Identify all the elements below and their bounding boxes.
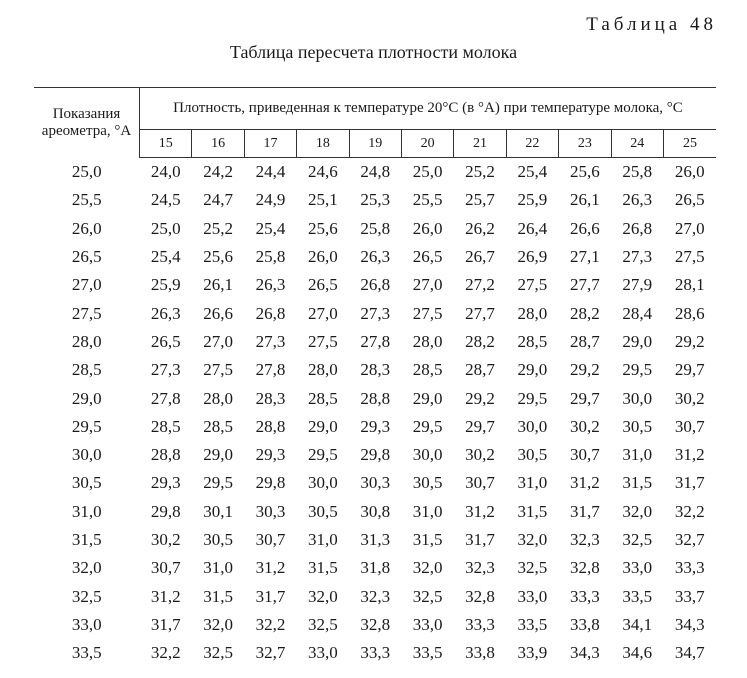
density-cell: 32,0 — [203, 614, 233, 634]
density-cell: 32,2 — [674, 501, 705, 521]
density-cell: 26,1 — [569, 190, 600, 210]
density-cell: 33,9 — [517, 643, 548, 663]
density-cell: 29,7 — [465, 416, 495, 436]
density-cell: 31,5 — [517, 501, 548, 521]
reading-cell: 33,5 — [71, 643, 102, 663]
density-cell: 28,5 — [517, 331, 548, 351]
reading-cell: 28,5 — [71, 360, 102, 380]
density-cell: 26,5 — [150, 331, 181, 351]
density-cell: 26,8 — [255, 303, 286, 323]
density-cell: 30,5 — [412, 473, 443, 493]
density-cell: 27,2 — [465, 275, 495, 295]
density-cell: 28,1 — [674, 275, 705, 295]
density-cell: 33,5 — [517, 614, 548, 634]
density-cell: 32,8 — [360, 614, 391, 634]
density-cell: 32,2 — [255, 614, 286, 634]
density-cell: 26,9 — [517, 247, 548, 267]
density-cell: 27,0 — [307, 303, 338, 323]
density-cell: 26,0 — [674, 162, 705, 182]
table-row — [34, 498, 716, 526]
density-cell: 31,2 — [465, 501, 495, 521]
density-cell: 30,2 — [150, 530, 181, 549]
density-cell: 29,0 — [203, 445, 233, 465]
density-cell: 26,0 — [412, 218, 443, 238]
density-cell: 27,7 — [465, 303, 495, 323]
density-cell: 31,5 — [203, 586, 233, 606]
table-number: Таблица 48 — [586, 14, 717, 35]
density-cell: 25,5 — [412, 190, 443, 210]
density-cell: 33,5 — [622, 586, 653, 606]
temperature-header-cell: 25 — [663, 130, 716, 158]
density-cell: 30,2 — [465, 445, 495, 465]
density-cell: 30,1 — [203, 501, 233, 521]
density-cell: 29,2 — [569, 360, 600, 380]
density-cell: 28,6 — [674, 303, 705, 323]
density-cell: 26,3 — [622, 190, 653, 210]
density-cell: 33,0 — [517, 586, 548, 606]
density-cell: 27,0 — [203, 331, 233, 351]
density-cell: 29,5 — [307, 445, 338, 465]
density-cell: 31,0 — [412, 501, 443, 521]
density-cell: 30,3 — [360, 473, 391, 493]
density-cell: 25,6 — [569, 162, 600, 182]
density-cell: 31,5 — [307, 558, 338, 578]
density-cell: 32,5 — [517, 558, 548, 578]
density-cell: 28,5 — [203, 416, 233, 436]
reading-cell: 30,5 — [71, 473, 102, 493]
temperature-header-cell: 15 — [140, 130, 192, 158]
table-row — [34, 356, 716, 384]
reading-cell: 25,5 — [71, 190, 102, 210]
density-cell: 31,3 — [360, 530, 391, 549]
density-cell: 28,0 — [412, 331, 443, 351]
density-cell: 34,7 — [674, 643, 705, 663]
density-cell: 31,2 — [569, 473, 600, 493]
density-cell: 26,0 — [307, 247, 338, 267]
density-cell: 28,0 — [307, 360, 338, 380]
density-cell: 26,6 — [203, 303, 233, 323]
density-cell: 26,5 — [412, 247, 443, 267]
density-cell: 27,3 — [622, 247, 653, 267]
table-row — [34, 215, 716, 243]
density-cell: 25,2 — [203, 218, 233, 238]
density-cell: 30,7 — [150, 558, 181, 578]
reading-cell: 32,0 — [71, 558, 102, 578]
density-cell: 27,0 — [412, 275, 443, 295]
density-cell: 24,9 — [255, 190, 286, 210]
temperature-header-cell: 16 — [192, 130, 244, 158]
density-cell: 33,8 — [465, 643, 495, 663]
reading-cell: 30,0 — [71, 445, 102, 465]
density-cell: 27,8 — [150, 388, 181, 408]
density-cell: 24,7 — [203, 190, 233, 210]
density-cell: 27,1 — [569, 247, 600, 267]
temperature-header-cell: 18 — [297, 130, 349, 158]
density-cell: 25,0 — [412, 162, 443, 182]
density-cell: 33,3 — [569, 586, 600, 606]
density-cell: 28,7 — [465, 360, 495, 380]
density-cell: 32,5 — [203, 643, 233, 663]
density-cell: 29,7 — [674, 360, 705, 380]
temperature-header-cell: 19 — [349, 130, 401, 158]
density-cell: 30,5 — [517, 445, 548, 465]
density-cell: 26,5 — [674, 190, 705, 210]
density-cell: 29,8 — [255, 473, 286, 493]
temperature-header-cell: 22 — [506, 130, 558, 158]
density-cell: 31,7 — [255, 586, 286, 606]
density-cell: 27,0 — [674, 218, 705, 238]
density-cell: 32,2 — [150, 643, 181, 663]
density-cell: 25,4 — [255, 218, 286, 238]
density-cell: 31,2 — [150, 586, 181, 606]
density-cell: 30,5 — [307, 501, 338, 521]
density-cell: 26,2 — [465, 218, 495, 238]
density-cell: 33,0 — [622, 558, 653, 578]
density-cell: 28,8 — [255, 416, 286, 436]
reading-cell: 33,0 — [71, 614, 102, 634]
density-cell: 32,7 — [674, 530, 705, 549]
density-cell: 26,1 — [203, 275, 233, 295]
density-cell: 31,7 — [569, 501, 600, 521]
density-cell: 24,4 — [255, 162, 286, 182]
density-cell: 27,8 — [255, 360, 286, 380]
density-cell: 29,5 — [412, 416, 443, 436]
density-cell: 29,0 — [307, 416, 338, 436]
density-cell: 29,3 — [360, 416, 391, 436]
density-cell: 25,7 — [465, 190, 495, 210]
density-cell: 29,7 — [569, 388, 600, 408]
density-cell: 29,5 — [622, 360, 653, 380]
density-cell: 29,0 — [517, 360, 548, 380]
density-cell: 32,7 — [255, 643, 286, 663]
density-cell: 25,4 — [517, 162, 548, 182]
density-cell: 28,5 — [307, 388, 338, 408]
density-cell: 25,6 — [203, 247, 233, 267]
density-cell: 27,3 — [150, 360, 181, 380]
density-cell: 29,0 — [412, 388, 443, 408]
density-cell: 28,5 — [150, 416, 181, 436]
density-cell: 30,8 — [360, 501, 391, 521]
density-cell: 26,8 — [622, 218, 653, 238]
density-cell: 33,3 — [360, 643, 391, 663]
density-cell: 32,0 — [412, 558, 443, 578]
density-cell: 31,8 — [360, 558, 391, 578]
density-cell: 25,0 — [150, 218, 181, 238]
density-cell: 31,0 — [307, 530, 338, 549]
reading-cell: 25,0 — [71, 161, 102, 181]
density-cell: 33,0 — [307, 643, 338, 663]
density-cell: 24,8 — [360, 162, 391, 182]
density-cell: 26,3 — [255, 275, 286, 295]
density-cell: 32,8 — [569, 558, 600, 578]
density-cell: 31,2 — [674, 445, 705, 465]
reading-cell: 29,5 — [71, 416, 102, 436]
density-cell: 27,8 — [360, 331, 391, 351]
density-cell: 31,5 — [622, 473, 653, 493]
density-cell: 33,0 — [412, 614, 443, 634]
table-title: Таблица пересчета плотности молока — [229, 42, 518, 62]
density-cell: 32,8 — [465, 586, 495, 606]
density-cell: 29,2 — [465, 388, 495, 408]
density-cell: 26,3 — [150, 303, 181, 323]
density-cell: 32,3 — [569, 530, 600, 549]
table-row — [34, 243, 716, 271]
density-cell: 29,8 — [150, 501, 181, 521]
temperature-header-cell: 24 — [611, 130, 663, 158]
density-table — [34, 87, 716, 667]
density-cell: 28,8 — [150, 445, 181, 465]
table-row — [34, 413, 716, 441]
reading-cell: 27,0 — [71, 275, 102, 295]
density-cell: 30,0 — [412, 445, 443, 465]
temperature-header-cell: 23 — [559, 130, 611, 158]
density-cell: 25,8 — [360, 218, 391, 238]
density-cell: 27,7 — [569, 275, 600, 295]
density-cell: 30,3 — [255, 501, 286, 521]
density-cell: 34,6 — [622, 643, 653, 663]
density-cell: 25,9 — [517, 190, 548, 210]
table-row — [34, 469, 716, 497]
reading-cell: 26,0 — [71, 218, 102, 238]
table-row — [34, 158, 716, 187]
reading-column-header: Показания ареометра, °А — [34, 88, 140, 158]
density-cell: 25,8 — [622, 162, 653, 182]
density-cell: 31,7 — [150, 614, 181, 634]
density-cell: 29,5 — [517, 388, 548, 408]
density-cell: 30,0 — [307, 473, 338, 493]
density-cell: 28,8 — [360, 388, 391, 408]
density-cell: 29,5 — [203, 473, 233, 493]
density-cell: 25,6 — [307, 218, 338, 238]
temperature-header-cell: 21 — [454, 130, 506, 158]
reading-cell: 29,0 — [71, 388, 102, 408]
density-cell: 32,0 — [307, 586, 338, 606]
density-cell: 24,2 — [203, 162, 233, 182]
density-cell: 29,3 — [255, 445, 286, 465]
density-cell: 27,5 — [674, 247, 705, 267]
density-cell: 34,3 — [569, 643, 600, 663]
table-row — [34, 299, 716, 327]
table-row — [34, 639, 716, 667]
density-cell: 28,2 — [465, 331, 495, 351]
density-cell: 28,4 — [622, 303, 653, 323]
density-cell: 32,3 — [465, 558, 495, 578]
density-cell: 25,2 — [465, 162, 495, 182]
density-cell: 25,1 — [307, 190, 338, 210]
density-cell: 25,8 — [255, 247, 286, 267]
density-cell: 27,3 — [255, 331, 286, 351]
density-cell: 25,9 — [150, 275, 181, 295]
density-cell: 28,7 — [569, 331, 600, 351]
density-cell: 27,9 — [622, 275, 653, 295]
density-cell: 28,0 — [517, 303, 548, 323]
density-cell: 31,2 — [255, 558, 286, 578]
density-cell: 26,8 — [360, 275, 391, 295]
density-cell: 31,0 — [622, 445, 653, 465]
density-cell: 31,0 — [203, 558, 233, 578]
density-cell: 34,1 — [622, 614, 653, 634]
density-cell: 33,8 — [569, 614, 600, 634]
reading-cell: 31,0 — [71, 501, 102, 521]
density-cell: 30,2 — [569, 416, 600, 436]
density-cell: 28,2 — [569, 303, 600, 323]
density-cell: 33,5 — [412, 643, 443, 663]
reading-cell: 31,5 — [71, 530, 102, 549]
temperature-header-cell: 17 — [244, 130, 296, 158]
density-cell: 27,5 — [203, 360, 233, 380]
density-cell: 29,0 — [622, 331, 653, 351]
density-cell: 31,7 — [674, 473, 705, 493]
density-cell: 30,7 — [465, 473, 495, 493]
density-cell: 26,4 — [517, 218, 548, 238]
density-cell: 30,0 — [517, 416, 548, 436]
density-cell: 30,7 — [569, 445, 600, 465]
table-row — [34, 554, 716, 582]
temperature-header-cell: 20 — [401, 130, 453, 158]
density-cell: 33,3 — [674, 558, 705, 578]
density-cell: 24,5 — [150, 190, 181, 210]
table-row — [34, 582, 716, 610]
reading-cell: 27,5 — [71, 303, 102, 323]
density-cell: 26,5 — [307, 275, 338, 295]
density-cell: 29,2 — [674, 331, 705, 351]
density-cell: 28,0 — [203, 388, 233, 408]
density-cell: 32,5 — [622, 530, 653, 549]
density-cell: 30,7 — [674, 416, 705, 436]
table-row — [34, 186, 716, 214]
reading-cell: 32,5 — [71, 586, 102, 606]
density-cell: 31,7 — [465, 530, 495, 549]
table-row — [34, 384, 716, 412]
density-cell: 30,2 — [674, 388, 705, 408]
density-cell: 28,3 — [255, 388, 286, 408]
density-cell: 32,5 — [412, 586, 443, 606]
density-cell: 32,5 — [307, 614, 338, 634]
density-cell: 25,4 — [150, 247, 181, 267]
density-cell: 32,3 — [360, 586, 391, 606]
density-cell: 30,5 — [203, 530, 233, 549]
density-cell: 32,0 — [622, 501, 653, 521]
density-cell: 24,6 — [307, 162, 338, 182]
table-row — [34, 271, 716, 299]
density-cell: 26,6 — [569, 218, 600, 238]
density-column-header: Плотность, приведенная к температуре 20°С (в °А) при температуре молока, °С — [140, 88, 717, 130]
density-cell: 30,0 — [622, 388, 653, 408]
density-cell: 32,0 — [517, 530, 548, 549]
density-cell: 30,5 — [622, 416, 653, 436]
table-row — [34, 526, 716, 554]
density-cell: 29,3 — [150, 473, 181, 493]
density-cell: 27,5 — [412, 303, 443, 323]
density-cell: 27,5 — [307, 331, 338, 351]
table-row — [34, 441, 716, 469]
table-row — [34, 611, 716, 639]
density-cell: 27,5 — [517, 275, 548, 295]
table-row — [34, 328, 716, 356]
density-cell: 30,7 — [255, 530, 286, 549]
density-cell: 27,3 — [360, 303, 391, 323]
reading-cell: 26,5 — [71, 247, 102, 267]
density-cell: 25,3 — [360, 190, 391, 210]
density-cell: 26,7 — [465, 247, 495, 267]
density-cell: 24,0 — [150, 162, 181, 182]
density-cell: 34,3 — [674, 614, 705, 634]
density-cell: 31,5 — [412, 530, 443, 549]
density-cell: 28,5 — [412, 360, 443, 380]
density-cell: 33,3 — [465, 614, 495, 634]
reading-cell: 28,0 — [71, 331, 102, 351]
density-cell: 28,3 — [360, 360, 391, 380]
density-cell: 29,8 — [360, 445, 391, 465]
density-cell: 26,3 — [360, 247, 391, 267]
density-cell: 33,7 — [674, 586, 705, 606]
density-cell: 31,0 — [517, 473, 548, 493]
